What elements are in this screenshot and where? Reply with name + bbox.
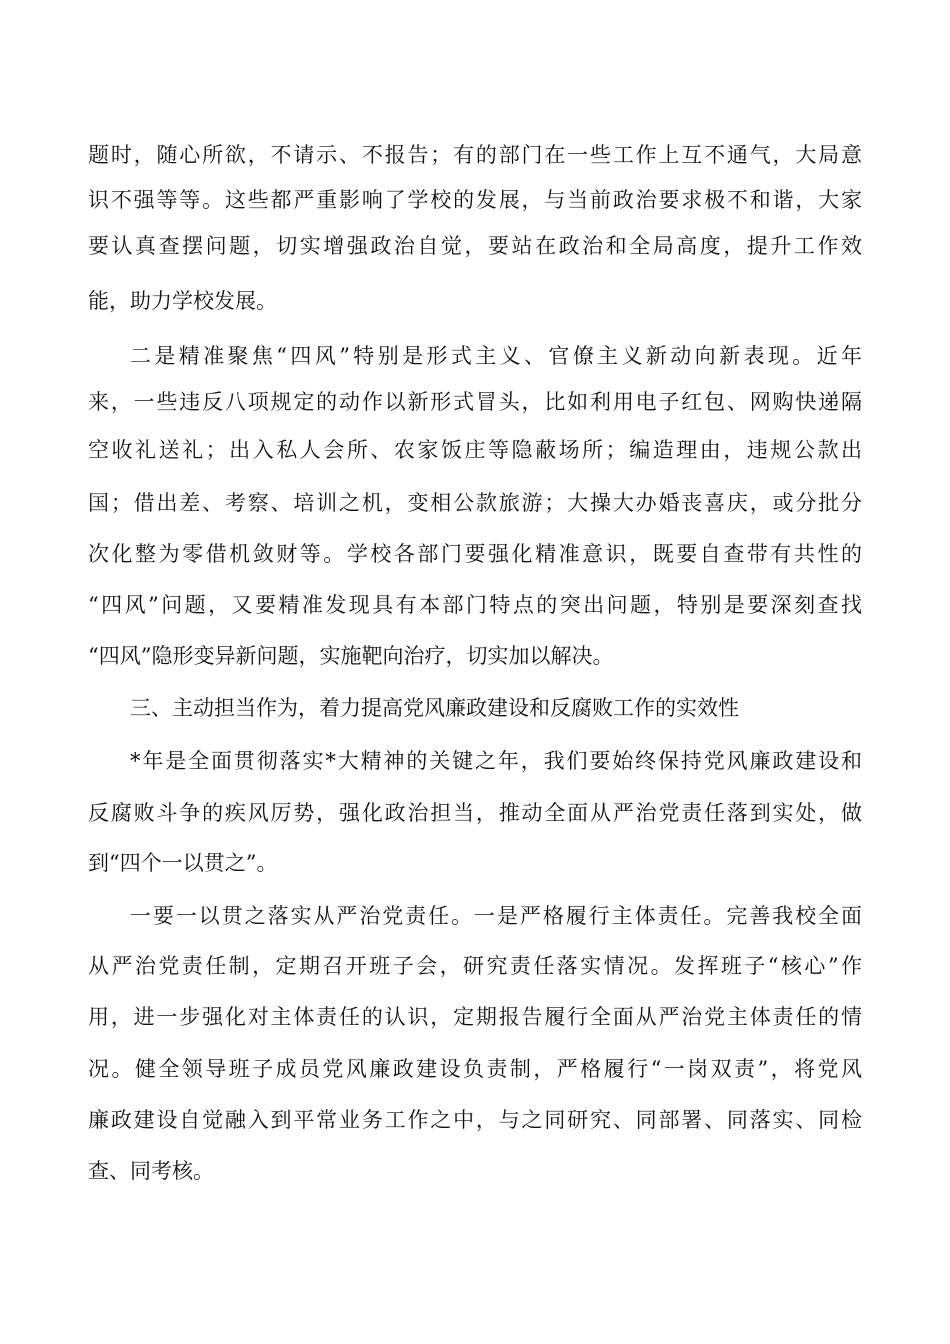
section-heading: 三、主动担当作为，着力提高党风廉政建设和反腐败工作的实效性 [130, 696, 739, 720]
text-line: 反腐败斗争的疾风厉势，强化政治担当，推动全面从严治党责任落到实处，做 [88, 801, 862, 825]
text-line: *年是全面贯彻落实*大精神的关键之年，我们要始终保持党风廉政建设和 [130, 749, 862, 773]
text-line: 廉政建设自觉融入到平常业务工作之中，与之同研究、同部署、同落实、同检 [88, 1108, 862, 1132]
text-line: 要认真查摆问题，切实增强政治自觉，要站在政治和全局高度，提升工作效 [88, 234, 862, 258]
text-line: 识不强等等。这些都严重影响了学校的发展，与当前政治要求极不和谐，大家 [88, 188, 862, 212]
text-line: 到“四个一以贯之”。 [88, 851, 278, 875]
text-line: 从严治党责任制，定期召开班子会，研究责任落实情况。发挥班子“核心”作 [88, 954, 862, 978]
text-line: 用，进一步强化对主体责任的认识，定期报告履行全面从严治党主体责任的情 [88, 1005, 862, 1029]
text-line: 二是精准聚焦“四风”特别是形式主义、官僚主义新动向新表现。近年 [130, 344, 862, 368]
text-line: “四风”问题，又要精准发现具有本部门特点的突出问题，特别是要深刻查找 [88, 593, 862, 617]
text-line: 次化整为零借机敛财等。学校各部门要强化精准意识，既要自查带有共性的 [88, 542, 862, 566]
text-line: 来，一些违反八项规定的动作以新形式冒头，比如利用电子红包、网购快递隔 [88, 390, 862, 414]
text-line: 能，助力学校发展。 [88, 289, 277, 313]
text-line: 况。健全领导班子成员党风廉政建设负责制，严格履行“一岗双责”，将党风 [88, 1057, 862, 1081]
text-line: 空收礼送礼；出入私人会所、农家饭庄等隐蔽场所；编造理由，违规公款出 [88, 438, 862, 462]
text-line: 国；借出差、考察、培训之机，变相公款旅游；大操大办婚丧喜庆，或分批分 [88, 491, 862, 515]
text-line: 查、同考核。 [88, 1159, 214, 1183]
text-line: “四风”隐形变异新问题，实施靶向治疗，切实加以解决。 [88, 644, 614, 668]
text-line: 一要一以贯之落实从严治党责任。一是严格履行主体责任。完善我校全面 [130, 904, 862, 928]
text-line: 题时，随心所欲，不请示、不报告；有的部门在一些工作上互不通气，大局意 [88, 143, 862, 167]
